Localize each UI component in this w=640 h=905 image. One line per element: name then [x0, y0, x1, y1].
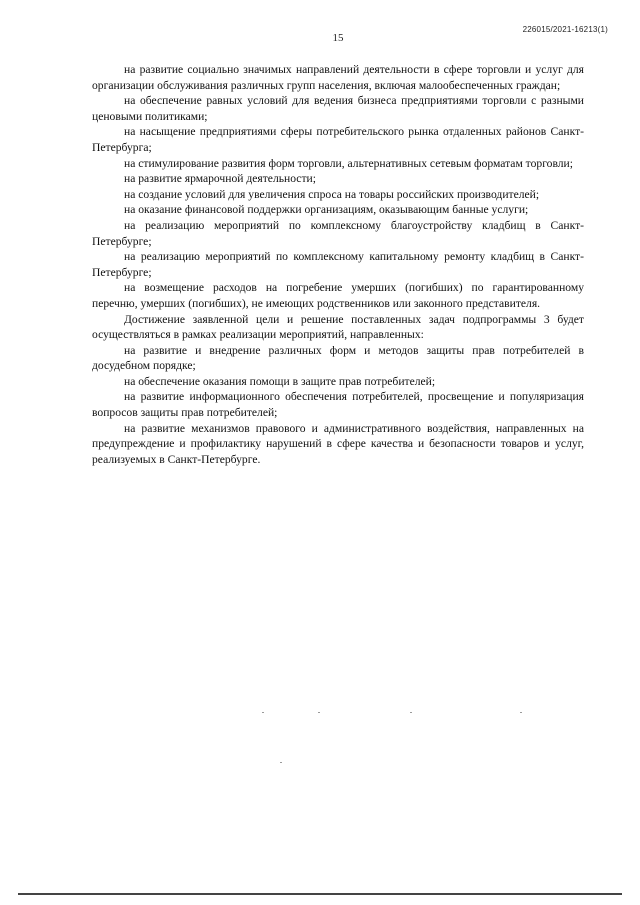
paragraph: на возмещение расходов на погребение умерших (погибших) по гарантированному перечню, умерших (погибших), не имеющих родственников или законного представителя. — [92, 281, 584, 310]
paragraph: на развитие социально значимых направлений деятельности в сфере торговли и услуг для организации обслуживания различных групп населения, включая малообеспеченных граждан; — [92, 63, 584, 92]
paragraph: на реализацию мероприятий по комплексному благоустройству кладбищ в Санкт-Петербурге; — [92, 218, 584, 248]
document-registration-number: 226015/2021-16213(1) — [522, 25, 608, 34]
paragraph: на реализацию мероприятий по комплексному капитальному ремонту кладбищ в Санкт-Петербурге; — [92, 250, 584, 279]
paragraph: на создание условий для увеличения спроса на товары российских производителей; — [124, 187, 540, 201]
paragraph: на насыщение предприятиями сферы потребительского рынка отдаленных районов Санкт-Петербурга; — [92, 125, 584, 154]
paragraph: на развитие и внедрение различных форм и методов защиты прав потребителей в досудебном порядке; — [92, 343, 584, 373]
paragraph: Достижение заявленной цели и решение поставленных задач подпрограммы 3 будет осуществляться в рамках реализации мероприятий, направленных: — [92, 312, 584, 342]
paragraph: на оказание финансовой поддержки организациям, оказывающим банные услуги; — [124, 203, 529, 217]
scan-speck — [262, 712, 264, 713]
paragraph: на стимулирование развития форм торговли, альтернативных сетевым форматам торговли; — [124, 156, 573, 170]
scan-speck — [520, 712, 522, 713]
scan-bottom-edge — [18, 893, 622, 895]
paragraph: на развитие ярмарочной деятельности; — [124, 172, 316, 186]
paragraph: на обеспечение равных условий для ведения бизнеса предприятиями торговли с разными ценовыми политиками; — [92, 94, 584, 123]
paragraph: на обеспечение оказания помощи в защите прав потребителей; — [124, 374, 436, 388]
paragraph: на развитие механизмов правового и административного воздействия, направленных на предупреждение и профилактику нарушений в сфере качества и безопасности товаров и услуг, реализуемых в Санкт-Петербурге. — [92, 421, 584, 466]
scan-speck — [410, 712, 412, 713]
scan-speck — [318, 712, 320, 713]
page-number: 15 — [332, 32, 344, 44]
scan-speck — [280, 762, 282, 763]
paragraph: на развитие информационного обеспечения потребителей, просвещение и популяризация вопросов защиты прав потребителей; — [92, 390, 584, 420]
document-body — [92, 62, 584, 467]
